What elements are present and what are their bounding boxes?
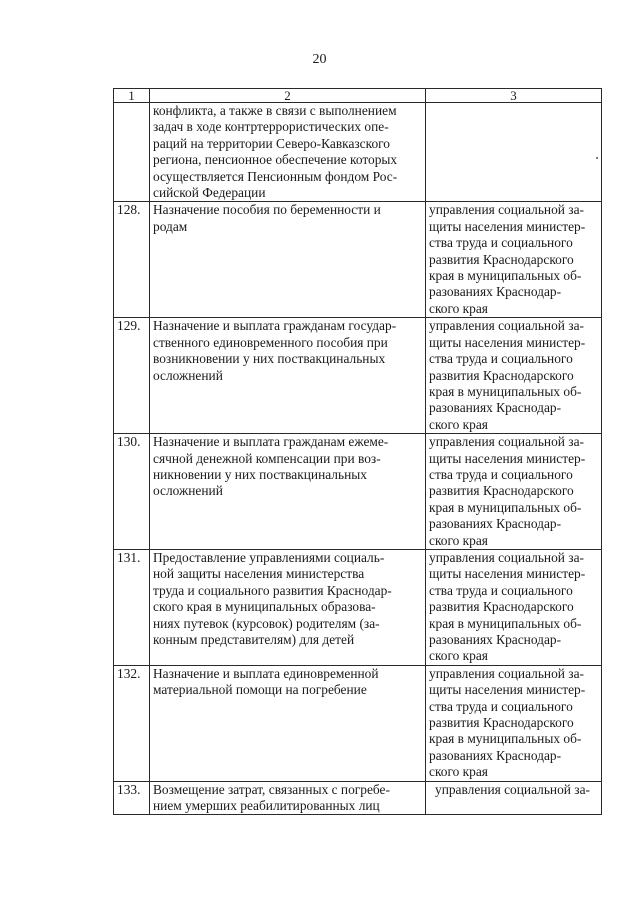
column-header-service: 2 xyxy=(150,89,426,103)
responsible-body: управления социальной за- xyxy=(426,781,602,815)
table-row xyxy=(114,318,602,434)
service-name: Назначение и выплата гражданам государ- ственного единовременного пособия при возникновении у них поствакцинальных осложнений xyxy=(150,318,426,434)
service-name: Назначение и выплата единовременной материальной помощи на погребение xyxy=(150,665,426,781)
column-header-number: 1 xyxy=(114,89,150,103)
service-name: Назначение и выплата гражданам ежеме- сячной денежной компенсации при воз- никновении у них поствакцинальных осложнений xyxy=(150,434,426,550)
service-name: конфликта, а также в связи с выполнением задач в ходе контртеррористических опе- раций на территории Северо-Кавказского региона, пенсионное обеспечение которых осуществляется Пенсионным фондом Рос- сийской Федерации xyxy=(150,103,426,202)
service-name: Назначение пособия по беременности и родам xyxy=(150,202,426,318)
responsible-body: управления социальной за- щиты населения министер- ства труда и социального развития Краснодарского края в муниципальных об- разованиях Краснодар- ского края xyxy=(426,434,602,550)
table-header-row xyxy=(114,89,602,103)
row-number: 129. xyxy=(114,318,150,434)
row-number: 128. xyxy=(114,202,150,318)
responsible-body: управления социальной за- щиты населения министер- ства труда и социального развития Краснодарского края в муниципальных об- разованиях Краснодар- ского края xyxy=(426,202,602,318)
responsible-body xyxy=(426,103,602,202)
service-name: Предоставление управлениями социаль- ной защиты населения министерства труда и социального развития Краснодар- ского края в муниципальных образова- ниях путевок (курсовок) родителям (за- конным представителям) для детей xyxy=(150,549,426,665)
row-number: 132. xyxy=(114,665,150,781)
services-table xyxy=(113,88,602,815)
row-number xyxy=(114,103,150,202)
table-row xyxy=(114,202,602,318)
column-header-responsible: 3 xyxy=(426,89,602,103)
table-row xyxy=(114,665,602,781)
table-row xyxy=(114,549,602,665)
responsible-body: управления социальной за- щиты населения министер- ства труда и социального развития Краснодарского края в муниципальных об- разованиях Краснодар- ского края xyxy=(426,549,602,665)
row-number: 130. xyxy=(114,434,150,550)
responsible-body: управления социальной за- щиты населения министер- ства труда и социального развития Краснодарского края в муниципальных об- разованиях Краснодар- ского края xyxy=(426,318,602,434)
table-row xyxy=(114,103,602,202)
table-row xyxy=(114,434,602,550)
page-number: 20 xyxy=(312,52,327,67)
row-number: 133. xyxy=(114,781,150,815)
scan-speck xyxy=(596,157,598,159)
service-name: Возмещение затрат, связанных с погребе- нием умерших реабилитированных лиц xyxy=(150,781,426,815)
responsible-body: управления социальной за- щиты населения министер- ства труда и социального развития Краснодарского края в муниципальных об- разованиях Краснодар- ского края xyxy=(426,665,602,781)
row-number: 131. xyxy=(114,549,150,665)
table-row xyxy=(114,781,602,815)
